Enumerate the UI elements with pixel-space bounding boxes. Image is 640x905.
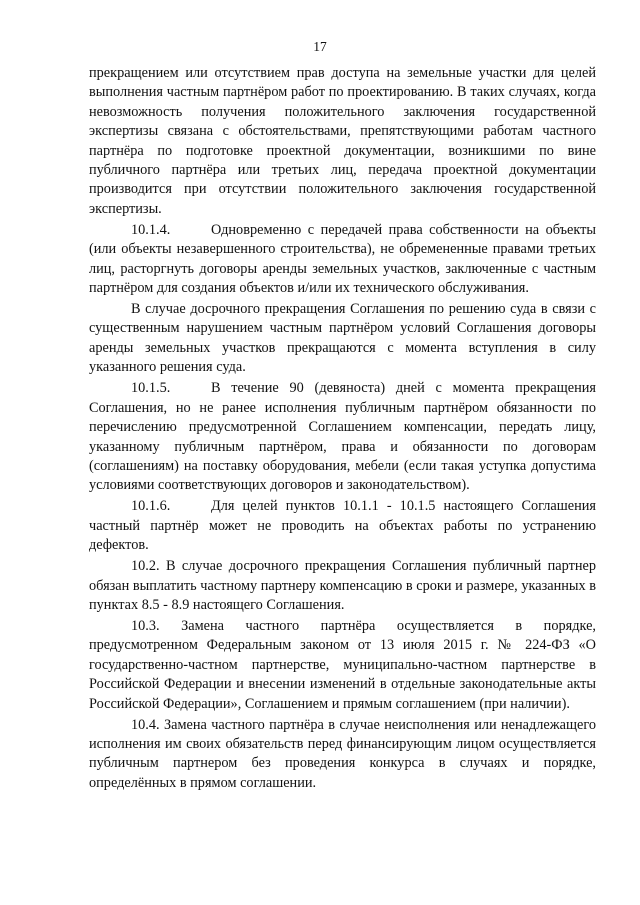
clause-10-3: 10.3. Замена частного партнёра осуществляется в порядке, предусмотренном Федеральным законом от 13 июля 2015 г. № 224-ФЗ «О государственно-частном партнерстве, муниципально-частном партнерстве в Российской Федерации и внесении изменений в отдельные законодательные акты Российской Федерации», Соглашением и прямым соглашением (при наличии). xyxy=(89,617,596,712)
clause-number: 10.1.4. xyxy=(131,221,171,238)
document-body xyxy=(89,64,596,795)
clause-text: В течение 90 (девяноста) дней с момента прекращения Соглашения, но не ранее исполнения публичным партнёром обязанности по перечислению предусмотренной Соглашением компенсации, передать лицу, указанному публичным партнёром, права и обязанности по договорам (соглашениям) на поставку оборудования, мебели (если такая уступка допустима условиями соответствующих договоров и законодательством). xyxy=(89,380,596,494)
clause-10-2: 10.2. В случае досрочного прекращения Соглашения публичный партнер обязан выплатить частному партнеру компенсацию в сроки и размере, указанных в пунктах 8.5 - 8.9 настоящего Соглашения. xyxy=(89,558,596,613)
page-number: 17 xyxy=(313,39,327,54)
clause-text: Одновременно с передачей права собственности на объекты (или объекты незавершенного строительства), не обремененные правами третьих лиц, расторгнуть договоры аренды земельных участков, заключенные с частным партнёром для создания объектов и/или их технического обслуживания. xyxy=(89,221,596,297)
clause-10-1-5 xyxy=(89,379,596,495)
clause-number: 10.1.6. xyxy=(131,498,171,515)
clause-number: 10.1.5. xyxy=(131,380,171,397)
clause-10-1-6 xyxy=(89,497,596,555)
paragraph-court-termination: В случае досрочного прекращения Соглашения по решению суда в связи с существенным нарушением частным партнёром условий Соглашения договоры аренды земельных участков прекращаются с момента вступления в силу указанного решения суда. xyxy=(89,301,596,376)
paragraph-continuation: прекращением или отсутствием прав доступа на земельные участки для целей выполнения частным партнёром работ по проектированию. В таких случаях, когда невозможность получения положительного заключения государственной экспертизы связана с обстоятельствами, препятствующими работам частного партнёра по подготовке проектной документации, возникшими по вине публичного партнёра или третьих лиц, передача проектной документации производится при отсутствии положительного заключения государственной экспертизы. xyxy=(89,65,596,217)
clause-10-1-4 xyxy=(89,221,596,299)
clause-10-4: 10.4. Замена частного партнёра в случае неисполнения или ненадлежащего исполнения им своих обязательств перед финансирующим лицом осуществляется публичным партнером без проведения конкурса в случаях и порядке, определённых в прямом соглашении. xyxy=(89,716,596,791)
clause-text: Для целей пунктов 10.1.1 - 10.1.5 настоящего Соглашения частный партнёр может не проводить на объектах работы по устранению дефектов. xyxy=(89,498,596,554)
